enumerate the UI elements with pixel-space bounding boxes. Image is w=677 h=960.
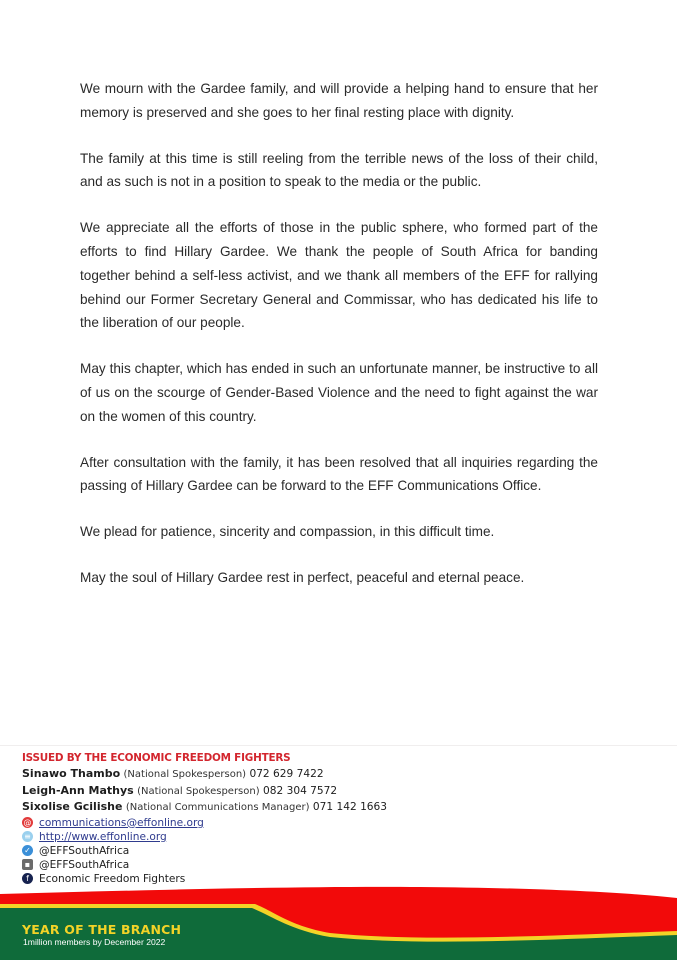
contact-name: Leigh-Ann Mathys — [22, 783, 134, 797]
facebook-page: Economic Freedom Fighters — [39, 872, 186, 885]
contact-name: Sixolise Gcilishe — [22, 800, 123, 814]
footer-divider — [0, 745, 677, 746]
contact-name: Sinawo Thambo — [22, 767, 121, 781]
contact-person — [22, 783, 387, 799]
twitter-handle: @EFFSouthAfrica — [39, 844, 130, 857]
contact-role: (National Communications Manager) — [125, 802, 310, 814]
paragraph: We appreciate all the efforts of those in the public sphere, who formed part of the efforts to find Hillary Gardee. We thank the people of South Africa for banding together behind a self-less activist, and we thank all members of the EFF for rallying behind our Former Secretary General and Commissar, who has dedicated his life to the liberation of our people. — [80, 220, 598, 331]
contact-person — [22, 799, 387, 815]
facebook-icon: f — [22, 873, 33, 884]
contact-phone: 082 304 7572 — [263, 784, 338, 797]
website-row — [22, 830, 387, 844]
globe-icon: ≡ — [22, 831, 33, 842]
paragraph: The family at this time is still reeling from the terrible news of the loss of their child, and as such is not in a position to speak to the media or the public. — [80, 150, 598, 190]
issuer-footer — [22, 751, 387, 886]
statement-body — [80, 77, 598, 612]
contact-person — [22, 766, 387, 782]
website-link[interactable]: http://www.effonline.org — [39, 830, 167, 843]
instagram-icon: ▪ — [22, 859, 33, 870]
paragraph: We mourn with the Gardee family, and will provide a helping hand to ensure that her memory is preserved and she goes to her final resting place with dignity. — [80, 81, 598, 120]
paragraph: After consultation with the family, it has been resolved that all inquiries regarding the passing of Hillary Gardee can be forward to the EFF Communications Office. — [80, 454, 598, 494]
email-link[interactable]: communications@effonline.org — [39, 816, 204, 829]
paragraph: We plead for patience, sincerity and compassion, in this difficult time. — [80, 524, 495, 540]
banner-subtitle: 1million members by December 2022 — [23, 937, 166, 947]
paragraph: May the soul of Hillary Gardee rest in perfect, peaceful and eternal peace. — [80, 569, 525, 585]
issuer-heading: ISSUED BY THE ECONOMIC FREEDOM FIGHTERS — [22, 752, 291, 764]
banner-title: YEAR OF THE BRANCH — [22, 922, 182, 937]
paragraph: May this chapter, which has ended in such an unfortunate manner, be instructive to all of us on the scourge of Gender-Based Violence and the need to fight against the war on the women of this country. — [80, 361, 598, 424]
contact-role: (National Spokesperson) — [137, 785, 260, 797]
contact-role: (National Spokesperson) — [123, 769, 247, 781]
contact-phone: 071 142 1663 — [312, 801, 388, 814]
email-row — [22, 816, 387, 830]
twitter-icon: ✓ — [22, 845, 33, 856]
facebook-row — [22, 872, 387, 886]
email-icon: @ — [23, 817, 32, 827]
instagram-handle: @EFFSouthAfrica — [39, 858, 130, 871]
instagram-row — [22, 858, 387, 872]
contact-phone: 072 629 7422 — [249, 768, 324, 781]
twitter-row — [22, 844, 387, 858]
